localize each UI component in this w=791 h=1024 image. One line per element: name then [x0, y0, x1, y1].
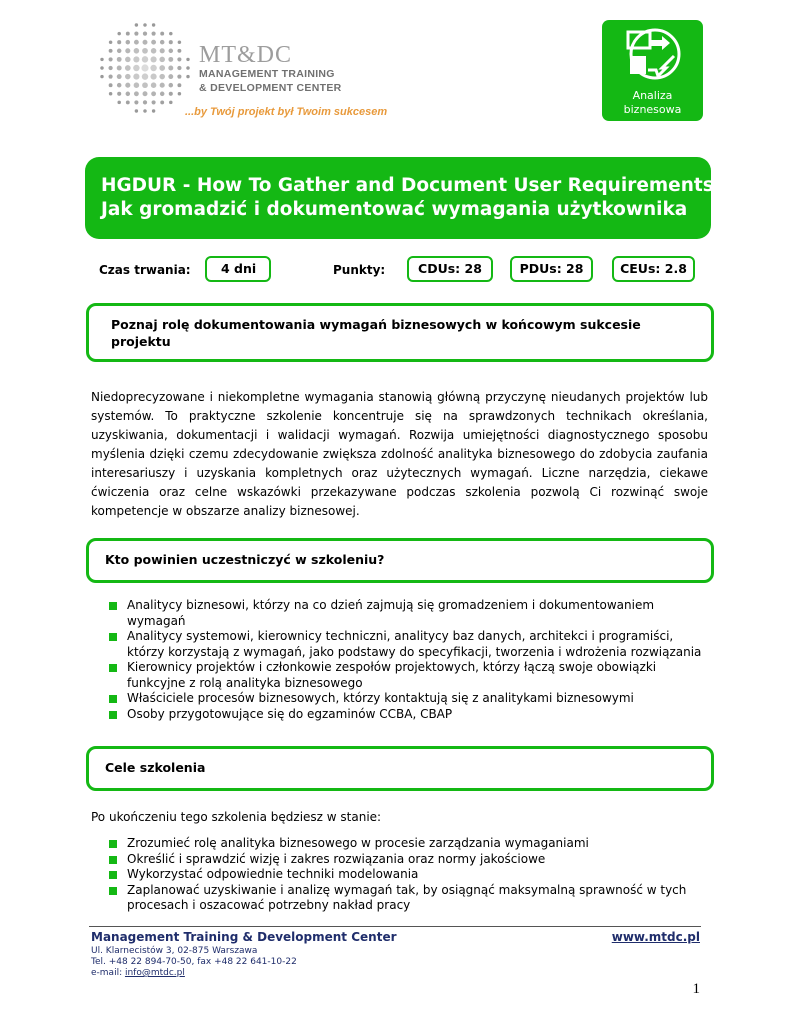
footer-company: Management Training & Development Center — [91, 930, 397, 944]
page-number: 1 — [692, 981, 700, 997]
intro-paragraph: Niedoprecyzowane i niekompletne wymagania stanowią główną przyczynę nieudanych projektów lub systemów. To praktyczne szkolenie koncentruje się na sprawdzonych technikach określania, uzyskiwania, dokumentacji i walidacji wymagań. Rozwija umiejętności diagnostycznego sposobu myślenia dzięki czemu zdecydowanie zwiększa zdolność analityka biznesowego do zdobycia zaufania interesariuszy i uzyskania kompletnych oraz użytecznych wymagań. Liczne narzędzia, ciekawe ćwiczenia oraz celne wskazówki przekazywane podczas szkolenia pozwolą Ci rozwinąć swoje kompetencje w obszarze analizy biznesowej. — [91, 390, 708, 518]
bullet-square-icon — [109, 840, 117, 848]
list-item: Wykorzystać odpowiednie techniki modelowania — [106, 867, 706, 883]
who-section-box — [86, 538, 714, 583]
list-item: Analitycy biznesowi, którzy na co dzień zajmują się gromadzeniem i dokumentowaniem wymagań — [106, 598, 706, 629]
analysis-arrows-icon — [622, 26, 684, 88]
footer-email — [91, 968, 185, 978]
footer-website-link[interactable]: www.mtdc.pl — [611, 930, 700, 944]
who-heading: Kto powinien uczestniczyć w szkoleniu? — [105, 552, 385, 567]
cdus-pill: CDUs: 28 — [407, 256, 493, 282]
footer-email-label: e-mail: — [91, 968, 125, 978]
goals-list — [106, 836, 706, 914]
duration-label: Czas trwania: — [99, 263, 191, 277]
bullet-square-icon — [109, 871, 117, 879]
list-item: Kierownicy projektów i członkowie zespołów projektowych, którzy łączą swoje obowiązki funkcyjne z rolą analityka biznesowego — [106, 660, 706, 691]
category-badge — [602, 20, 703, 121]
bullet-square-icon — [109, 664, 117, 672]
goals-intro: Po ukończeniu tego szkolenia będziesz w stanie: — [91, 810, 382, 824]
list-item: Określić i sprawdzić wizję i zakres rozwiązania oraz normy jakościowe — [106, 852, 706, 868]
logo-line-2: & DEVELOPMENT CENTER — [199, 82, 342, 94]
logo-tagline: ...by Twój projekt był Twoim sukcesem — [185, 106, 388, 118]
footer-divider — [89, 926, 701, 927]
footer-email-link[interactable]: info@mtdc.pl — [124, 968, 185, 978]
badge-line-1: Analiza — [632, 89, 673, 102]
bullet-square-icon — [109, 633, 117, 641]
list-item: Analitycy systemowi, kierownicy techniczni, analitycy baz danych, architekci i programiści, którzy korzystają z wymagań, jako podstawy do specyfikacji, tworzenia i wdrożenia rozwiązania — [106, 629, 706, 660]
who-list — [106, 598, 706, 722]
bullet-square-icon — [109, 602, 117, 610]
intro-heading: Poznaj rolę dokumentowania wymagań biznesowych w końcowym sukcesie projektu — [111, 317, 641, 349]
pdus-pill: PDUs: 28 — [510, 256, 593, 282]
title-banner — [85, 157, 714, 239]
badge-line-2: biznesowa — [623, 103, 682, 116]
goals-section-box — [86, 746, 714, 791]
footer-phone: Tel. +48 22 894-70-50, fax +48 22 641-10-22 — [91, 957, 297, 967]
intro-section-box — [86, 303, 714, 362]
goals-heading: Cele szkolenia — [105, 760, 206, 775]
logo-dot-sphere-icon — [95, 18, 195, 118]
footer-address: Ul. Klarnecistów 3, 02-875 Warszawa — [91, 946, 258, 956]
list-item: Osoby przygotowujące się do egzaminów CCBA, CBAP — [106, 707, 706, 723]
ceus-pill: CEUs: 2.8 — [612, 256, 695, 282]
list-item: Zrozumieć rolę analityka biznesowego w procesie zarządzania wymaganiami — [106, 836, 706, 852]
duration-value: 4 dni — [205, 256, 271, 282]
bullet-square-icon — [109, 711, 117, 719]
course-title-en: HGDUR - How To Gather and Document User Requirements — [101, 175, 714, 196]
bullet-square-icon — [109, 887, 117, 895]
course-title-pl: Jak gromadzić i dokumentować wymagania użytkownika — [101, 199, 688, 220]
points-label: Punkty: — [333, 263, 386, 277]
bullet-square-icon — [109, 695, 117, 703]
logo-brand: MT&DC — [199, 42, 293, 68]
list-item: Właściciele procesów biznesowych, którzy kontaktują się z analitykami biznesowymi — [106, 691, 706, 707]
bullet-square-icon — [109, 856, 117, 864]
list-item: Zaplanować uzyskiwanie i analizę wymagań tak, by osiągnąć maksymalną sprawność w tych procesach i oszacować potrzebny nakład pracy — [106, 883, 706, 914]
logo-line-1: MANAGEMENT TRAINING — [199, 68, 335, 80]
